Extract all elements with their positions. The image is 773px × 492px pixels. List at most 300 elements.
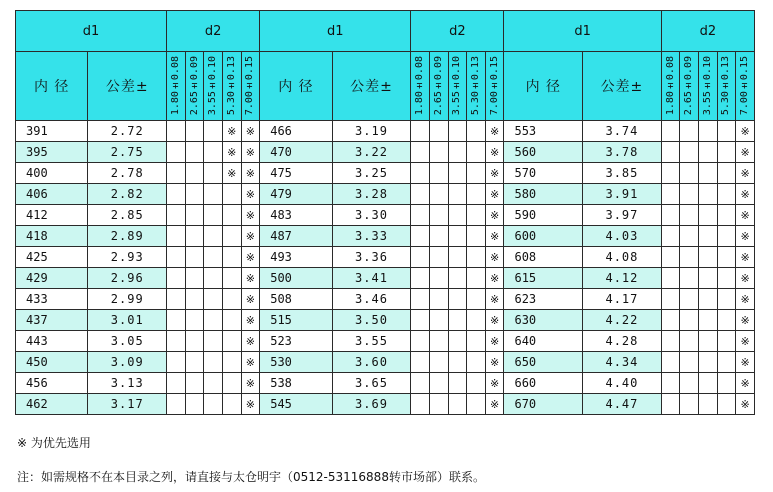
preferred-mark-cell: [429, 247, 448, 268]
preferred-mark-cell: [185, 289, 204, 310]
d2-size-label: 1.80±0.08: [169, 56, 181, 116]
preferred-mark-cell: [429, 310, 448, 331]
preferred-mark-cell: [448, 247, 467, 268]
inner-diameter-cell: 466: [260, 121, 332, 142]
preferred-mark-cell: [680, 121, 699, 142]
preferred-mark-cell: [680, 205, 699, 226]
preferred-mark-cell: [699, 226, 718, 247]
preferred-mark-cell: [241, 163, 260, 184]
preferred-mark-icon: ※: [245, 187, 256, 201]
preferred-mark-cell: [717, 268, 736, 289]
preferred-mark-icon: ※: [490, 271, 500, 285]
preferred-mark-cell: [167, 142, 186, 163]
tolerance-cell: 3.74: [583, 121, 662, 142]
table-row: [16, 331, 755, 352]
preferred-mark-icon: ※: [245, 145, 256, 159]
preferred-mark-cell: [167, 226, 186, 247]
preferred-mark-cell: [448, 205, 467, 226]
preferred-mark-cell: [467, 142, 486, 163]
preferred-mark-cell: [699, 142, 718, 163]
inner-diameter-cell: 483: [260, 205, 332, 226]
preferred-mark-cell: [680, 394, 699, 415]
preferred-mark-cell: [717, 373, 736, 394]
inner-diameter-cell: 443: [16, 331, 88, 352]
tolerance-cell: 4.08: [583, 247, 662, 268]
d2-size-header: [185, 52, 204, 121]
inner-diameter-cell: 600: [504, 226, 583, 247]
preferred-mark-cell: [429, 289, 448, 310]
preferred-mark-cell: [167, 373, 186, 394]
preferred-mark-icon: ※: [490, 229, 500, 243]
table-row: [16, 268, 755, 289]
preferred-mark-cell: [699, 184, 718, 205]
preferred-mark-icon: ※: [245, 313, 256, 327]
preferred-mark-cell: [185, 163, 204, 184]
preferred-mark-cell: [185, 205, 204, 226]
preferred-mark-cell: [699, 163, 718, 184]
preferred-mark-cell: [411, 226, 430, 247]
preferred-mark-cell: [717, 394, 736, 415]
tolerance-cell: 3.28: [332, 184, 411, 205]
tolerance-header: 公差±: [88, 52, 167, 121]
preferred-mark-cell: [661, 310, 680, 331]
preferred-mark-cell: [204, 289, 223, 310]
preferred-mark-cell: [661, 268, 680, 289]
preferred-mark-cell: [736, 373, 755, 394]
header-row-sub: [16, 52, 755, 121]
inner-diameter-header: 内 径: [260, 52, 332, 121]
preferred-mark-cell: [204, 142, 223, 163]
preferred-mark-icon: ※: [245, 355, 256, 369]
table-row: [16, 142, 755, 163]
table-row: [16, 247, 755, 268]
tolerance-cell: 3.19: [332, 121, 411, 142]
inner-diameter-cell: 479: [260, 184, 332, 205]
d2-size-header: [448, 52, 467, 121]
inner-diameter-cell: 623: [504, 289, 583, 310]
preferred-mark-icon: ※: [245, 376, 256, 390]
tolerance-cell: 2.75: [88, 142, 167, 163]
d2-size-label: 1.80±0.08: [664, 56, 676, 116]
preferred-mark-cell: [680, 163, 699, 184]
tolerance-cell: 4.03: [583, 226, 662, 247]
tolerance-cell: 3.41: [332, 268, 411, 289]
preferred-mark-cell: [485, 142, 504, 163]
d1-header: d1: [16, 11, 167, 52]
preferred-mark-cell: [485, 331, 504, 352]
preferred-mark-cell: [680, 226, 699, 247]
preferred-mark-cell: [429, 394, 448, 415]
table-row: [16, 121, 755, 142]
table-header: [16, 11, 755, 121]
preferred-mark-cell: [485, 394, 504, 415]
tolerance-cell: 3.97: [583, 205, 662, 226]
preferred-mark-cell: [467, 163, 486, 184]
preferred-mark-cell: [680, 184, 699, 205]
preferred-mark-cell: [736, 268, 755, 289]
preferred-mark-cell: [467, 352, 486, 373]
preferred-mark-cell: [241, 226, 260, 247]
d2-size-label: 1.80±0.08: [414, 56, 426, 116]
preferred-mark-cell: [736, 142, 755, 163]
d2-size-label: 5.30±0.13: [470, 56, 481, 116]
preferred-mark-cell: [167, 247, 186, 268]
preferred-mark-cell: [717, 163, 736, 184]
preferred-mark-icon: ※: [245, 166, 256, 180]
d2-header: d2: [167, 11, 260, 52]
preferred-mark-cell: [167, 163, 186, 184]
preferred-mark-cell: [411, 394, 430, 415]
inner-diameter-cell: 429: [16, 268, 88, 289]
preferred-mark-cell: [429, 352, 448, 373]
preferred-mark-icon: ※: [245, 334, 256, 348]
d2-size-label: 7.00±0.15: [488, 56, 500, 116]
preferred-mark-cell: [699, 310, 718, 331]
preferred-mark-cell: [717, 205, 736, 226]
tolerance-cell: 3.25: [332, 163, 411, 184]
tolerance-cell: 2.99: [88, 289, 167, 310]
preferred-mark-cell: [485, 247, 504, 268]
preferred-mark-cell: [680, 268, 699, 289]
preferred-mark-icon: ※: [245, 250, 256, 264]
inner-diameter-cell: 660: [504, 373, 583, 394]
preferred-mark-cell: [736, 247, 755, 268]
tolerance-cell: 3.22: [332, 142, 411, 163]
tolerance-cell: 2.78: [88, 163, 167, 184]
tolerance-cell: 2.93: [88, 247, 167, 268]
d2-size-header: [485, 52, 504, 121]
inner-diameter-cell: 470: [260, 142, 332, 163]
preferred-mark-cell: [680, 247, 699, 268]
d1-header: d1: [260, 11, 411, 52]
preferred-mark-cell: [467, 373, 486, 394]
preferred-mark-cell: [717, 121, 736, 142]
inner-diameter-cell: 538: [260, 373, 332, 394]
preferred-mark-cell: [222, 289, 241, 310]
tolerance-cell: 2.96: [88, 268, 167, 289]
preferred-mark-icon: ※: [490, 208, 500, 222]
tolerance-cell: 3.50: [332, 310, 411, 331]
preferred-mark-cell: [736, 163, 755, 184]
preferred-mark-cell: [699, 373, 718, 394]
preferred-mark-cell: [485, 226, 504, 247]
preferred-mark-cell: [185, 184, 204, 205]
preferred-mark-cell: [699, 268, 718, 289]
inner-diameter-cell: 545: [260, 394, 332, 415]
preferred-mark-icon: ※: [740, 208, 750, 222]
preferred-mark-cell: [429, 268, 448, 289]
preferred-mark-icon: ※: [245, 271, 256, 285]
preferred-mark-icon: ※: [245, 208, 256, 222]
inner-diameter-cell: 630: [504, 310, 583, 331]
preferred-mark-cell: [717, 184, 736, 205]
preferred-mark-cell: [167, 121, 186, 142]
inner-diameter-cell: 523: [260, 331, 332, 352]
tolerance-header: 公差±: [583, 52, 662, 121]
preferred-mark-cell: [241, 394, 260, 415]
preferred-mark-icon: ※: [227, 124, 237, 138]
preferred-mark-cell: [661, 331, 680, 352]
preferred-mark-cell: [429, 331, 448, 352]
inner-diameter-cell: 530: [260, 352, 332, 373]
preferred-mark-icon: ※: [490, 145, 500, 159]
preferred-mark-cell: [661, 289, 680, 310]
preferred-mark-cell: [411, 205, 430, 226]
inner-diameter-cell: 650: [504, 352, 583, 373]
preferred-mark-icon: ※: [740, 124, 750, 138]
preferred-mark-cell: [448, 121, 467, 142]
preferred-mark-cell: [661, 142, 680, 163]
preferred-mark-icon: ※: [227, 145, 237, 159]
table-row: [16, 310, 755, 331]
preferred-mark-cell: [204, 331, 223, 352]
preferred-mark-cell: [222, 331, 241, 352]
preferred-mark-cell: [222, 352, 241, 373]
header-row-top: [16, 11, 755, 52]
preferred-mark-cell: [411, 163, 430, 184]
tolerance-cell: 4.34: [583, 352, 662, 373]
preferred-mark-cell: [222, 226, 241, 247]
tolerance-cell: 3.09: [88, 352, 167, 373]
preferred-mark-cell: [699, 205, 718, 226]
tolerance-cell: 3.65: [332, 373, 411, 394]
d2-size-header: [167, 52, 186, 121]
preferred-mark-cell: [241, 373, 260, 394]
inner-diameter-cell: 462: [16, 394, 88, 415]
d2-size-header: [736, 52, 755, 121]
preferred-mark-cell: [699, 331, 718, 352]
preferred-mark-cell: [411, 142, 430, 163]
preferred-mark-cell: [467, 205, 486, 226]
preferred-mark-cell: [241, 289, 260, 310]
preferred-mark-icon: ※: [490, 292, 500, 306]
d2-header: d2: [411, 11, 504, 52]
d2-size-header: [411, 52, 430, 121]
preferred-mark-cell: [241, 121, 260, 142]
preferred-mark-cell: [167, 184, 186, 205]
preferred-mark-cell: [185, 142, 204, 163]
d2-size-header: [467, 52, 486, 121]
preferred-mark-icon: ※: [740, 397, 750, 411]
d2-size-header: [241, 52, 260, 121]
preferred-mark-cell: [736, 394, 755, 415]
preferred-mark-cell: [411, 121, 430, 142]
tolerance-cell: 3.55: [332, 331, 411, 352]
preferred-mark-cell: [467, 310, 486, 331]
inner-diameter-cell: 450: [16, 352, 88, 373]
preferred-mark-cell: [185, 268, 204, 289]
inner-diameter-cell: 391: [16, 121, 88, 142]
preferred-mark-icon: ※: [740, 250, 750, 264]
preferred-mark-cell: [717, 310, 736, 331]
preferred-mark-cell: [736, 289, 755, 310]
inner-diameter-cell: 412: [16, 205, 88, 226]
preferred-mark-icon: ※: [740, 271, 750, 285]
inner-diameter-cell: 456: [16, 373, 88, 394]
preferred-mark-icon: ※: [740, 355, 750, 369]
preferred-mark-cell: [167, 310, 186, 331]
preferred-mark-cell: [167, 331, 186, 352]
tolerance-cell: 3.78: [583, 142, 662, 163]
preferred-mark-icon: ※: [245, 397, 256, 411]
inner-diameter-cell: 487: [260, 226, 332, 247]
tolerance-cell: 3.60: [332, 352, 411, 373]
preferred-mark-cell: [429, 121, 448, 142]
preferred-mark-cell: [485, 373, 504, 394]
preferred-mark-cell: [448, 373, 467, 394]
d1-header: d1: [504, 11, 661, 52]
tolerance-cell: 3.69: [332, 394, 411, 415]
tolerance-cell: 4.22: [583, 310, 662, 331]
table-row: [16, 226, 755, 247]
preferred-mark-cell: [680, 373, 699, 394]
preferred-mark-icon: ※: [740, 376, 750, 390]
preferred-mark-cell: [222, 268, 241, 289]
preferred-mark-cell: [241, 184, 260, 205]
inner-diameter-cell: 670: [504, 394, 583, 415]
inner-diameter-cell: 560: [504, 142, 583, 163]
preferred-mark-cell: [204, 373, 223, 394]
table-row: [16, 184, 755, 205]
preferred-mark-icon: ※: [740, 187, 750, 201]
preferred-mark-icon: ※: [245, 124, 256, 138]
d2-size-header: [204, 52, 223, 121]
preferred-mark-icon: ※: [740, 145, 750, 159]
preferred-mark-cell: [467, 331, 486, 352]
preferred-mark-cell: [448, 184, 467, 205]
tolerance-cell: 3.30: [332, 205, 411, 226]
inner-diameter-cell: 493: [260, 247, 332, 268]
preferred-mark-cell: [736, 352, 755, 373]
preferred-mark-cell: [467, 394, 486, 415]
inner-diameter-cell: 615: [504, 268, 583, 289]
preferred-mark-cell: [167, 268, 186, 289]
preferred-mark-cell: [204, 268, 223, 289]
preferred-mark-cell: [661, 352, 680, 373]
preferred-mark-cell: [699, 394, 718, 415]
preferred-mark-cell: [222, 205, 241, 226]
inner-diameter-cell: 395: [16, 142, 88, 163]
preferred-mark-cell: [448, 142, 467, 163]
tolerance-header: 公差±: [332, 52, 411, 121]
preferred-mark-cell: [661, 121, 680, 142]
preferred-mark-cell: [448, 310, 467, 331]
inner-diameter-cell: 570: [504, 163, 583, 184]
preferred-mark-cell: [485, 184, 504, 205]
d2-size-label: 2.65±0.09: [683, 56, 695, 116]
preferred-mark-cell: [185, 247, 204, 268]
preferred-mark-cell: [204, 205, 223, 226]
table-row: [16, 394, 755, 415]
preferred-mark-cell: [736, 121, 755, 142]
preferred-mark-cell: [222, 373, 241, 394]
tolerance-cell: 4.17: [583, 289, 662, 310]
preferred-mark-cell: [736, 205, 755, 226]
preferred-mark-cell: [185, 394, 204, 415]
preferred-mark-cell: [204, 121, 223, 142]
tolerance-cell: 3.85: [583, 163, 662, 184]
preferred-mark-cell: [661, 184, 680, 205]
preferred-mark-cell: [467, 268, 486, 289]
tolerance-cell: 3.33: [332, 226, 411, 247]
d2-size-header: [661, 52, 680, 121]
preferred-mark-cell: [241, 268, 260, 289]
table-row: [16, 205, 755, 226]
table-row: [16, 373, 755, 394]
preferred-mark-icon: ※: [490, 397, 500, 411]
preferred-mark-icon: ※: [490, 334, 500, 348]
inner-diameter-cell: 553: [504, 121, 583, 142]
preferred-mark-cell: [411, 373, 430, 394]
preferred-mark-icon: ※: [227, 166, 237, 180]
preferred-mark-icon: ※: [740, 334, 750, 348]
tolerance-cell: 3.13: [88, 373, 167, 394]
preferred-mark-cell: [448, 163, 467, 184]
preferred-mark-cell: [736, 226, 755, 247]
preferred-mark-cell: [241, 205, 260, 226]
inner-diameter-cell: 608: [504, 247, 583, 268]
d2-size-label: 7.00±0.15: [739, 56, 751, 116]
preferred-mark-cell: [429, 226, 448, 247]
preferred-mark-cell: [185, 310, 204, 331]
preferred-mark-cell: [661, 205, 680, 226]
preferred-mark-icon: ※: [740, 292, 750, 306]
preferred-mark-cell: [467, 289, 486, 310]
d2-size-label: 3.55±0.10: [701, 56, 713, 116]
preferred-mark-cell: [485, 310, 504, 331]
d2-size-label: 5.30±0.13: [225, 56, 237, 116]
preferred-mark-cell: [680, 289, 699, 310]
tolerance-cell: 3.91: [583, 184, 662, 205]
preferred-mark-cell: [699, 352, 718, 373]
preferred-mark-cell: [448, 268, 467, 289]
preferred-mark-icon: ※: [490, 250, 500, 264]
preferred-mark-cell: [411, 352, 430, 373]
tolerance-cell: 4.12: [583, 268, 662, 289]
tolerance-cell: 4.28: [583, 331, 662, 352]
preferred-mark-cell: [167, 205, 186, 226]
preferred-mark-cell: [185, 226, 204, 247]
preferred-mark-cell: [241, 331, 260, 352]
preferred-mark-cell: [661, 163, 680, 184]
preferred-mark-cell: [485, 121, 504, 142]
preferred-mark-icon: ※: [490, 313, 500, 327]
preferred-mark-cell: [661, 226, 680, 247]
preferred-mark-cell: [204, 352, 223, 373]
preferred-mark-cell: [467, 184, 486, 205]
preferred-mark-cell: [680, 331, 699, 352]
preferred-mark-cell: [699, 289, 718, 310]
tolerance-cell: 2.89: [88, 226, 167, 247]
preferred-mark-cell: [429, 142, 448, 163]
inner-diameter-cell: 406: [16, 184, 88, 205]
o-ring-size-table: [15, 10, 755, 415]
preferred-mark-cell: [411, 310, 430, 331]
preferred-mark-cell: [222, 394, 241, 415]
preferred-mark-cell: [241, 310, 260, 331]
tolerance-cell: 4.40: [583, 373, 662, 394]
preferred-mark-cell: [717, 226, 736, 247]
preferred-mark-icon: ※: [245, 292, 256, 306]
preferred-mark-cell: [411, 289, 430, 310]
d2-size-header: [222, 52, 241, 121]
d2-size-label: 3.55±0.10: [451, 56, 463, 116]
preferred-mark-icon: ※: [245, 229, 256, 243]
tolerance-cell: 3.36: [332, 247, 411, 268]
preferred-note: ※ 为优先选用: [17, 436, 91, 450]
preferred-mark-cell: [185, 352, 204, 373]
preferred-mark-cell: [429, 184, 448, 205]
